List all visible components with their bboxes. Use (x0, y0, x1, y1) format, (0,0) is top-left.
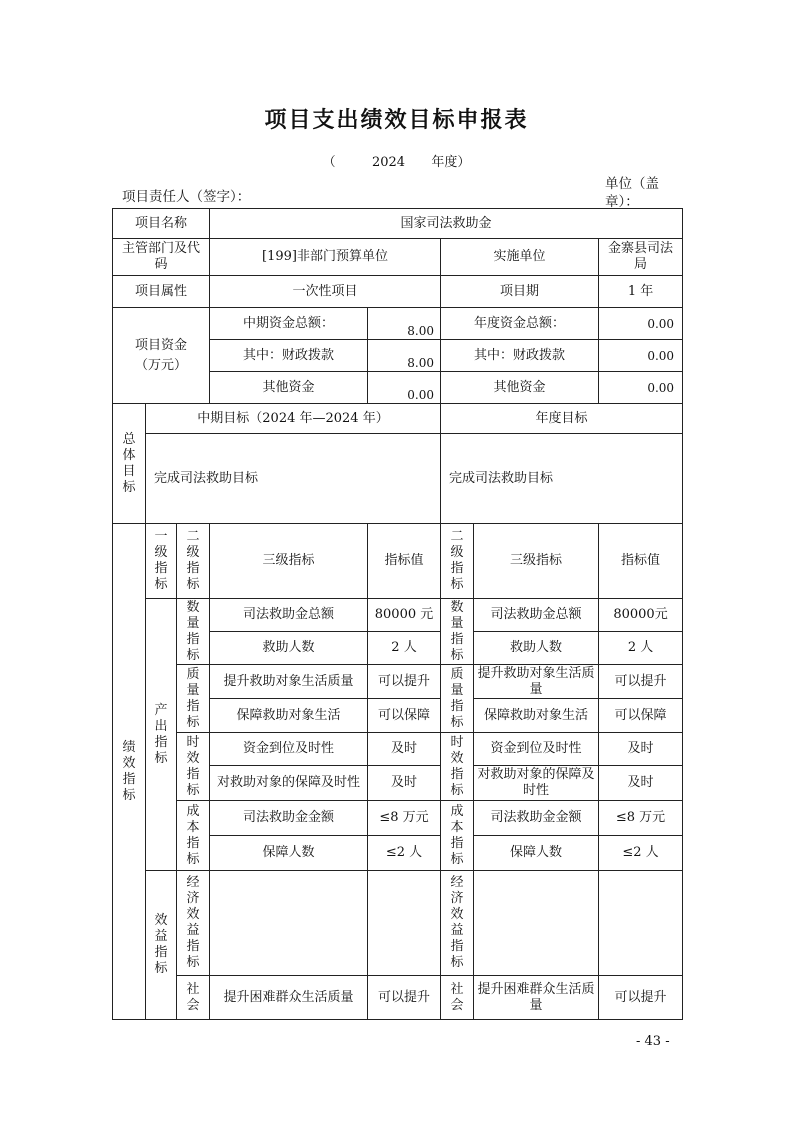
value-cell-year: ≤2 人 (599, 836, 683, 871)
year-line (0, 151, 793, 170)
perf-indicator-label (113, 524, 146, 1020)
value-cell-mid: 可以保障 (368, 699, 441, 733)
table-row (113, 801, 683, 836)
output-indicator-label (146, 599, 177, 871)
mid-goal-header: 中期目标（2024 年—2024 年） (146, 404, 441, 434)
perf-indicator-label-text: 绩效指标 (122, 739, 136, 803)
project-period-label: 项目期 (441, 276, 599, 308)
funds-label (113, 308, 210, 404)
value-cell-year (599, 871, 683, 976)
performance-form-table (112, 208, 683, 1020)
year-suffix: 年度） (431, 155, 471, 170)
value-header-year: 指标值 (599, 524, 683, 599)
value-cell-year: 可以保障 (599, 699, 683, 733)
value-cell-mid: 2 人 (368, 632, 441, 665)
level3-cell-mid: 司法救助金金额 (210, 801, 368, 836)
level2-cell-year: 社会 (450, 981, 464, 1013)
value-cell-mid: 可以提升 (368, 976, 441, 1020)
year-total-label: 年度资金总额： (441, 308, 599, 340)
level3-cell-year: 司法救助金总额 (474, 599, 599, 632)
value-cell-year: 及时 (599, 766, 683, 801)
value-cell-year: 可以提升 (599, 976, 683, 1020)
level3-cell-mid: 对救助对象的保障及时性 (210, 766, 368, 801)
level2-cell-mid: 时效指标 (186, 734, 200, 798)
value-cell-year: 80000元 (599, 599, 683, 632)
value-cell-mid: ≤2 人 (368, 836, 441, 871)
level1-header: 一级指标 (154, 529, 168, 592)
mid-other-value: 0.00 (368, 372, 441, 404)
level3-cell-mid: 保障人数 (210, 836, 368, 871)
level3-cell-year: 资金到位及时性 (474, 733, 599, 766)
value-cell-year: ≤8 万元 (599, 801, 683, 836)
table-row (113, 871, 683, 976)
dept-value: [199]非部门预算单位 (210, 239, 441, 276)
year-total-value: 0.00 (599, 308, 683, 340)
level3-cell-mid: 提升困难群众生活质量 (210, 976, 368, 1020)
project-name-value: 国家司法救助金 (210, 209, 683, 239)
level3-cell-year: 保障救助对象生活 (474, 699, 599, 733)
overall-goal-label (113, 404, 146, 524)
level2-cell-year: 经济效益指标 (450, 875, 464, 970)
value-cell-mid: 及时 (368, 733, 441, 766)
year-goal-text: 完成司法救助目标 (441, 434, 683, 524)
level3-cell-year: 对救助对象的保障及时性 (474, 766, 599, 801)
value-cell-year: 2 人 (599, 632, 683, 665)
level3-cell-year: 救助人数 (474, 632, 599, 665)
year-value: 2024 (371, 155, 406, 170)
table-row (113, 599, 683, 632)
year-goal-header: 年度目标 (441, 404, 683, 434)
year-fiscal-label: 其中：财政拨款 (441, 340, 599, 372)
level3-cell-year (474, 871, 599, 976)
table-row (113, 976, 683, 1020)
project-period-value: 1 年 (599, 276, 683, 308)
level3-cell-year: 提升救助对象生活质量 (474, 665, 599, 699)
output-indicator-label-text: 产出指标 (154, 702, 168, 766)
level3-cell-year: 提升困难群众生活质量 (474, 976, 599, 1020)
level3-cell-mid (210, 871, 368, 976)
year-other-label: 其他资金 (441, 372, 599, 404)
value-header-mid: 指标值 (368, 524, 441, 599)
level3-header-mid: 三级指标 (210, 524, 368, 599)
year-other-value: 0.00 (599, 372, 683, 404)
mid-goal-text: 完成司法救助目标 (146, 434, 441, 524)
table-row (113, 665, 683, 699)
level3-cell-mid: 提升救助对象生活质量 (210, 665, 368, 699)
unit-seal-label: 单位（盖章）： (605, 176, 659, 210)
value-cell-mid (368, 871, 441, 976)
dept-label: 主管部门及代码 (113, 239, 210, 276)
level3-cell-year: 司法救助金金额 (474, 801, 599, 836)
level2-cell-mid: 社会 (186, 981, 200, 1013)
benefit-indicator-label-text: 效益指标 (154, 913, 168, 976)
level2-cell-year: 成本指标 (450, 803, 464, 867)
impl-unit-value: 金寨县司法局 (599, 239, 683, 276)
level2-cell-year: 质量指标 (450, 666, 464, 730)
value-cell-year: 及时 (599, 733, 683, 766)
level3-cell-mid: 司法救助金总额 (210, 599, 368, 632)
level2-cell-mid: 成本指标 (186, 803, 200, 867)
level2-cell-year: 数量指标 (450, 599, 464, 663)
page-number: - 43 - (636, 1034, 670, 1049)
level3-cell-mid: 救助人数 (210, 632, 368, 665)
mid-other-label: 其他资金 (210, 372, 368, 404)
year-open: （ (322, 155, 336, 170)
form-title: 项目支出绩效目标申报表 (264, 107, 529, 133)
level2-cell-mid: 质量指标 (186, 666, 200, 730)
lead-signature-label: 项目责任人（签字）： (122, 189, 251, 205)
mid-fiscal-value: 8.00 (368, 340, 441, 372)
level2-header-year: 二级指标 (450, 529, 464, 592)
mid-total-label: 中期资金总额： (210, 308, 368, 340)
funds-label-text: 项目资金（万元） (134, 337, 187, 373)
level2-cell-mid: 数量指标 (186, 599, 200, 663)
level3-cell-mid: 保障救助对象生活 (210, 699, 368, 733)
project-attr-label: 项目属性 (113, 276, 210, 308)
level3-cell-mid: 资金到位及时性 (210, 733, 368, 766)
level3-cell-year: 保障人数 (474, 836, 599, 871)
table-row (113, 733, 683, 766)
value-cell-mid: ≤8 万元 (368, 801, 441, 836)
level3-header-year: 三级指标 (474, 524, 599, 599)
value-cell-mid: 80000 元 (368, 599, 441, 632)
value-cell-mid: 可以提升 (368, 665, 441, 699)
overall-goal-label-text: 总体目标 (122, 431, 136, 495)
mid-total-value: 8.00 (368, 308, 441, 340)
value-cell-mid: 及时 (368, 766, 441, 801)
value-cell-year: 可以提升 (599, 665, 683, 699)
benefit-indicator-label (146, 871, 177, 1020)
level2-header-mid: 二级指标 (186, 529, 200, 592)
project-attr-value: 一次性项目 (210, 276, 441, 308)
year-fiscal-value: 0.00 (599, 340, 683, 372)
level2-cell-year: 时效指标 (450, 734, 464, 798)
impl-unit-label: 实施单位 (441, 239, 599, 276)
level2-cell-mid: 经济效益指标 (186, 875, 200, 970)
mid-fiscal-label: 其中：财政拨款 (210, 340, 368, 372)
project-name-label: 项目名称 (113, 209, 210, 239)
